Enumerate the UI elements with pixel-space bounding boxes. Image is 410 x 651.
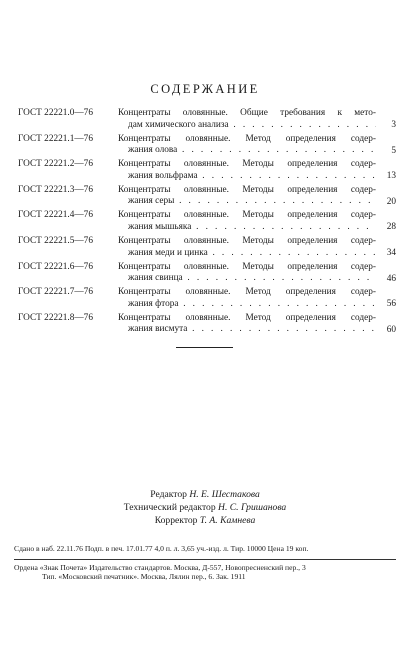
toc-description — [118, 210, 376, 233]
page-number: 3 — [391, 120, 396, 130]
toc-description — [118, 236, 376, 259]
toc-description-line1: Концентраты оловянные. Метод определения содер- — [118, 312, 376, 323]
toc-description — [118, 134, 376, 157]
toc-description-line2: жания вольфрама . . . — [118, 171, 376, 183]
toc-entry — [14, 185, 404, 211]
printer-line: Тип. «Московский печатник». Москва, Лялин пер., 6. Зак. 1911 — [42, 572, 246, 582]
page-number: 60 — [386, 324, 396, 335]
credit-label: Редактор — [150, 489, 187, 500]
print-details: Сдано в наб. 22.11.76 Подп. в печ. 17.01.77 4,0 п. л. 3,65 уч.-изд. л. Тир. 10000 Цена 19 коп. — [14, 544, 309, 553]
toc-entry — [14, 287, 404, 313]
toc-entry — [14, 108, 404, 134]
toc-description-line2: жания свинца . . . — [118, 273, 376, 285]
publisher-line: Ордена «Знак Почета» Издательство стандартов. Москва, Д-557, Новопресненский пер., 3 — [14, 562, 306, 572]
imprint-divider — [14, 559, 396, 560]
credit-editor — [0, 488, 410, 501]
toc-description-line1: Концентраты оловянные. Методы определения содер- — [118, 235, 376, 246]
toc-description-line2: жания меди и цинка . . . — [118, 248, 376, 260]
toc-description-line1: Концентраты оловянные. Методы определения содер- — [118, 210, 376, 221]
credit-corrector — [0, 514, 410, 527]
toc-description — [118, 159, 376, 182]
toc-description-line1: Концентраты оловянные. Методы определения содер- — [118, 261, 376, 272]
page-number: 13 — [386, 171, 396, 182]
gost-number: ГОСТ 22221.3—76 — [18, 184, 93, 195]
toc-description-line1: Концентраты оловянные. Общие требования к мето- — [118, 108, 376, 118]
gost-number: ГОСТ 22221.6—76 — [18, 261, 93, 272]
gost-number: ГОСТ 22221.7—76 — [18, 287, 93, 298]
toc-description-line2: жания фтора . . . — [118, 299, 376, 311]
toc-description-line2: жания мышьяка . . . — [118, 222, 376, 234]
toc-description-line1: Концентраты оловянные. Метод определения содер- — [118, 133, 376, 144]
toc-description-line1: Концентраты оловянные. Метод определения содер- — [118, 287, 376, 298]
toc-description — [118, 108, 376, 131]
toc-description-line2: жания олова . . . — [118, 145, 376, 157]
credits-block — [0, 488, 410, 527]
gost-number: ГОСТ 22221.5—76 — [18, 235, 93, 246]
toc-description-line2: дам химического анализа . . . — [118, 120, 376, 132]
page-number: 5 — [391, 145, 396, 156]
toc-description — [118, 185, 376, 208]
credit-name: Т. А. Камнева — [199, 515, 256, 526]
toc-description-line1: Концентраты оловянные. Методы определения содер- — [118, 159, 376, 170]
credit-name: Н. С. Гришанова — [218, 502, 287, 513]
toc-entry — [14, 134, 404, 160]
credit-label: Технический редактор — [123, 502, 216, 513]
toc-description-line2: жания серы . . . — [118, 196, 376, 208]
toc-description — [118, 287, 376, 310]
page-number: 28 — [386, 222, 396, 233]
toc-description — [118, 262, 376, 285]
gost-number: ГОСТ 22221.4—76 — [18, 210, 93, 221]
toc-description — [118, 313, 376, 336]
gost-number: ГОСТ 22221.0—76 — [18, 108, 93, 118]
credit-label: Корректор — [154, 515, 198, 526]
gost-number: ГОСТ 22221.1—76 — [18, 133, 93, 144]
gost-number: ГОСТ 22221.2—76 — [18, 159, 93, 170]
page-number: 34 — [386, 247, 396, 258]
toc-description-line2: жания висмута . . . — [118, 324, 376, 336]
page-number: 46 — [386, 273, 396, 284]
credit-name: Н. Е. Шестакова — [189, 489, 260, 500]
credit-tech-editor — [0, 501, 410, 514]
imprint-block — [14, 544, 404, 582]
toc-entry — [14, 159, 404, 185]
divider-rule — [176, 347, 233, 348]
page-title: СОДЕРЖАНИЕ — [150, 82, 260, 96]
toc-description-line1: Концентраты оловянные. Методы определения содер- — [118, 184, 376, 195]
toc-entry — [14, 236, 404, 262]
toc-entry — [14, 210, 404, 236]
page-number: 20 — [386, 196, 396, 207]
table-of-contents — [14, 108, 404, 338]
toc-entry — [14, 313, 404, 339]
gost-number: ГОСТ 22221.8—76 — [18, 312, 93, 323]
page-number: 56 — [386, 299, 396, 310]
toc-entry — [14, 262, 404, 288]
